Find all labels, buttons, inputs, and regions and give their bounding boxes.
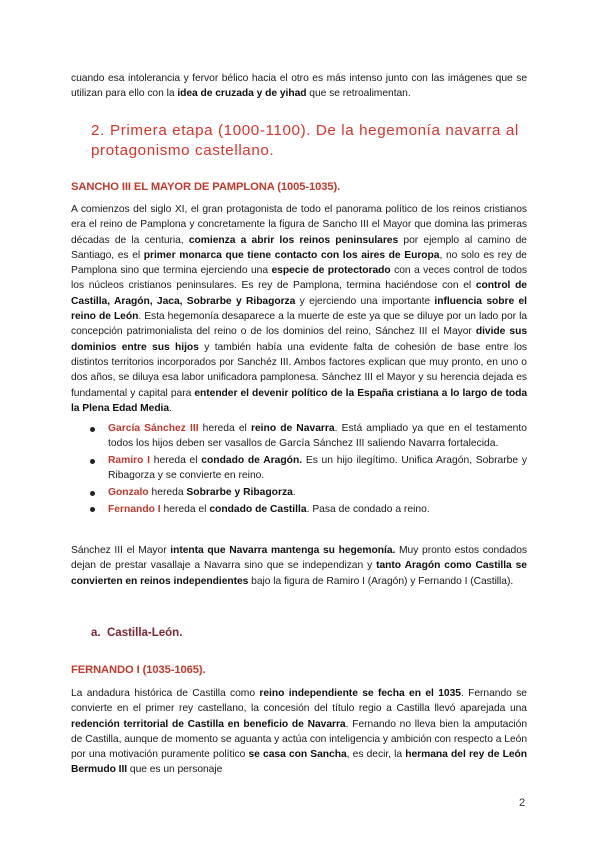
- bullet-icon: [90, 427, 95, 432]
- page-number: 2: [519, 797, 526, 809]
- list-item: Fernando I hereda el condado de Castilla. Pasa de condado a reino.: [89, 502, 527, 517]
- sancho-paragraph: A comienzos del siglo XI, el gran protagonista de todo el panorama político de los reinos cristianos era el reino de Pamplona y concretamente la figura de Sancho III el Mayor que domina las primeras décadas de la centuria, comienza a abrir los reinos peninsulares por ejemplo al camino de Santiago, es el primer monarca que tiene contacto con los aires de Europa, no solo es rey de Pamplona sino que termina ejerciendo una especie de protectorado con a veces control de todos los núcleos cristianos peninsulares. Es rey de Pamplona, termina haciéndose con el control de Castilla, Aragón, Jaca, Sobrarbe y Ribagorza y ejerciendo una importante influencia sobre el reino de León. Esta hegemonía desaparece a la muerte de este ya que se diluye por un lado por la concepción patrimonialista del reino o de los dominios del reino, Sánchez III el Mayor divide sus dominios entre sus hijos y también había una evidente falta de cohesión de base entre los distintos territorios incorporados por Sanchéz III. Ambos factores explican que muy pronto, en uno o dos años, se diluya esa labor unificadora pamplonesa. Sánchez III el Mayor y su herencia dejada es fundamental y capital para entender el devenir político de la España cristiana a lo largo de toda la Plena Edad Media.: [71, 204, 528, 414]
- sancho-heading: SANCHO III EL MAYOR DE PAMPLONA (1005-1035).: [71, 181, 341, 193]
- bullet-icon: [90, 507, 95, 512]
- subsection-heading: a. Castilla-León.: [91, 627, 183, 639]
- list-item: Gonzalo hereda Sobrarbe y Ribagorza.: [89, 485, 527, 500]
- heirs-list: [89, 421, 527, 519]
- bullet-icon: [90, 491, 95, 496]
- intro-paragraph: cuando esa intolerancia y fervor bélico hacia el otro es más intenso junto con las imágenes que se utilizan para ello con la idea de cruzada y de yihad que se retroalimentan.: [71, 73, 527, 100]
- hegemony-paragraph: Sánchez III el Mayor intenta que Navarra mantenga su hegemonía. Muy pronto estos condados dejan de prestar vasallaje a Navarra sino que se independizan y tanto Aragón como Castilla se convierten en reinos independientes bajo la figura de Ramiro I (Aragón) y Fernando I (Castilla).: [71, 545, 527, 587]
- section-heading: 2. Primera etapa (1000-1100). De la hegemonía navarra al protagonismo castellano.: [91, 122, 519, 159]
- bullet-icon: [90, 459, 95, 464]
- list-item: Ramiro I hereda el condado de Aragón. Es un hijo ilegítimo. Unifica Aragón, Sobrarbe y Ribagorza y se convierte en reino.: [89, 453, 527, 484]
- fernando-heading: FERNANDO I (1035-1065).: [71, 664, 206, 676]
- fernando-paragraph: La andadura histórica de Castilla como reino independiente se fecha en el 1035. Fernando se convierte en el primer rey castellano, la concesión del título regio a Castilla llevó aparejada una redención territorial de Castilla en beneficio de Navarra. Fernando no lleva bien la amputación de Castilla, aunque de momento se aguanta y actúa con inteligencia y ambición con respecto a León por una motivación puramente político se casa con Sancha, es decir, la hermana del rey de León Bermudo III que es un personaje: [71, 688, 527, 776]
- list-item: García Sánchez III hereda el reino de Navarra. Está ampliado ya que en el testamento todos los hijos deben ser vasallos de García Sánchez III saliendo Navarra fortalecida.: [89, 421, 527, 452]
